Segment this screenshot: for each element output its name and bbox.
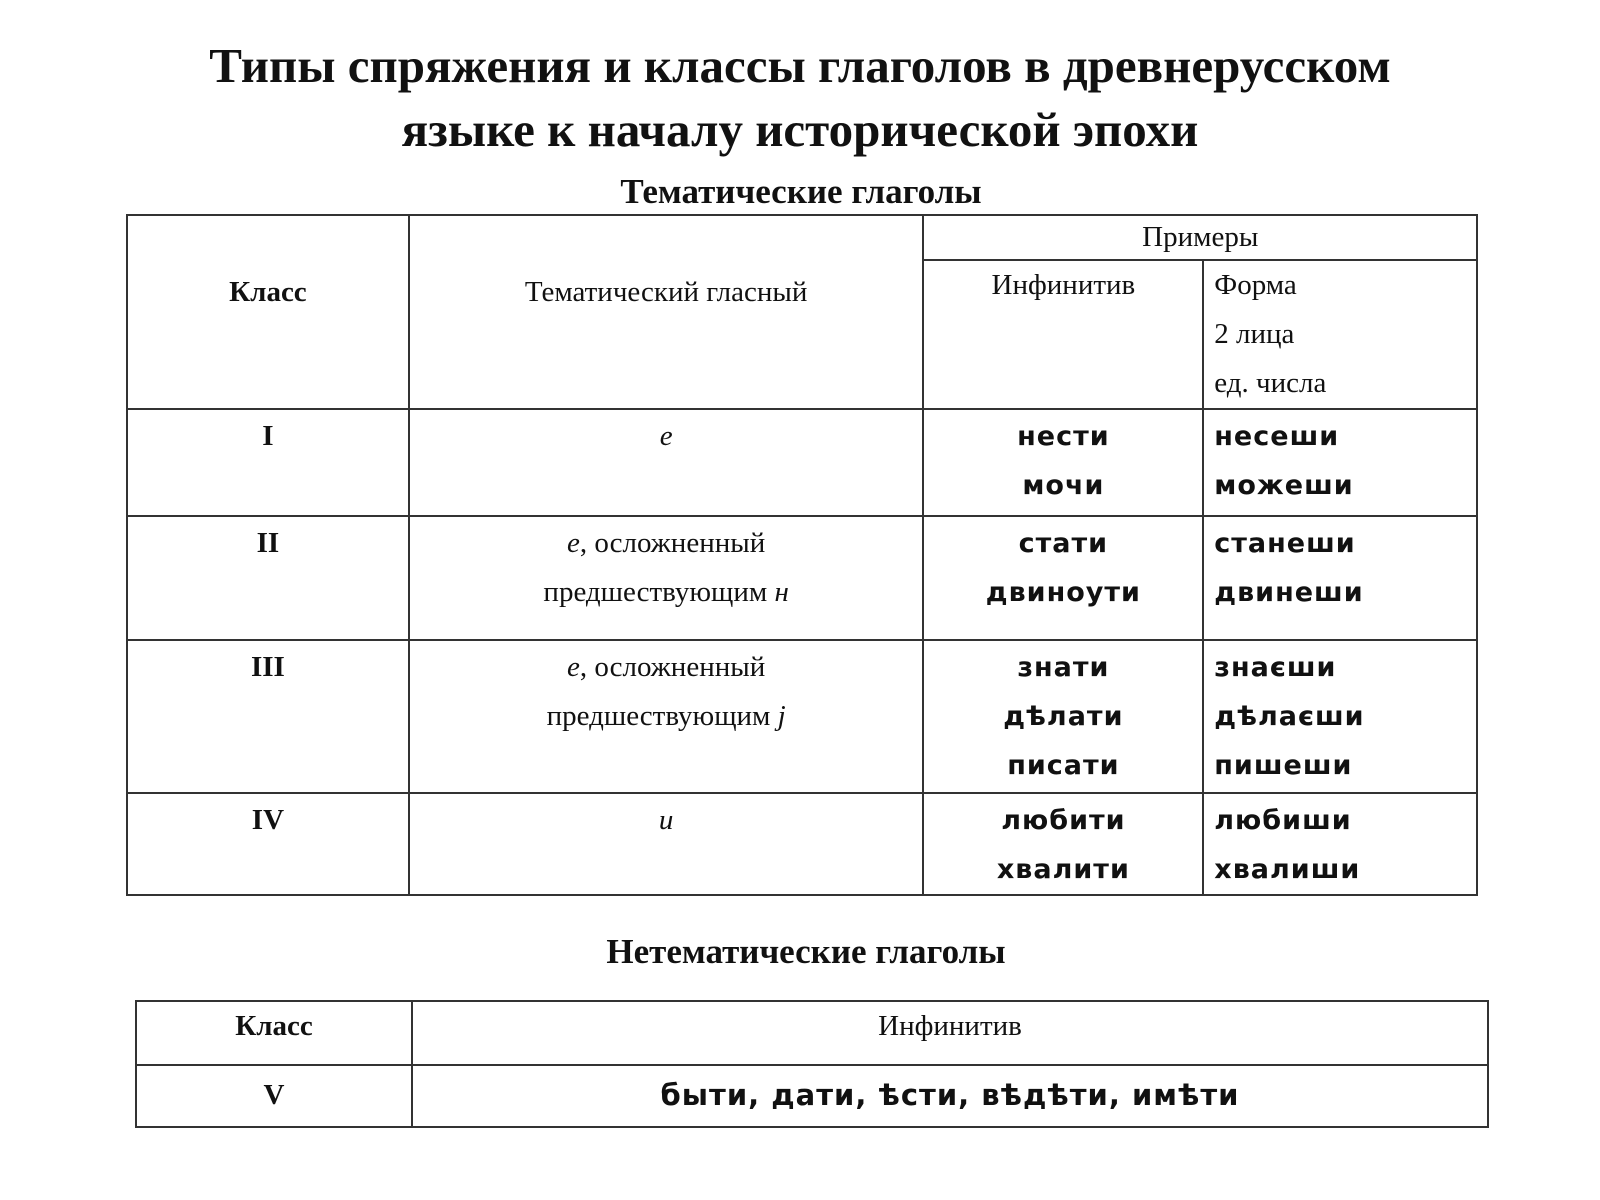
header-form-line: Форма <box>1214 269 1297 301</box>
infinitive-example: стати <box>1018 528 1109 559</box>
vowel-text: предшествующим <box>546 700 778 732</box>
athematic-section-title: Нетематические глаголы <box>606 932 1006 971</box>
header-thematic-vowel: Тематический гласный <box>409 215 924 409</box>
thematic-vowel-cell <box>409 793 924 895</box>
vowel-text: , осложненный <box>579 527 766 559</box>
infinitive-example: писати <box>1007 750 1120 781</box>
infinitive-example: двиноути <box>985 577 1141 608</box>
table-row <box>136 1065 1488 1127</box>
thematic-vowel-cell <box>409 516 924 640</box>
form-2sg-example: хвалиши <box>1214 854 1361 885</box>
vowel-letter: е <box>567 651 580 683</box>
vowel-line <box>410 568 923 617</box>
athematic-header-infinitive: Инфинитив <box>412 1001 1488 1065</box>
page-title-line-1: Типы спряжения и классы глаголов в древнерусском <box>209 38 1391 93</box>
athematic-header-class: Класс <box>136 1001 412 1065</box>
vowel-line <box>410 412 923 461</box>
form-2sg-example: любиши <box>1214 805 1352 836</box>
form-2sg-example: станеши <box>1214 528 1356 559</box>
form-2sg-example: можеши <box>1214 470 1354 501</box>
vowel-text: предшествующим <box>543 576 775 608</box>
class-cell: III <box>127 640 409 793</box>
thematic-section-title: Тематические глаголы <box>620 172 982 211</box>
class-cell: V <box>136 1065 412 1127</box>
form-2sg-cell <box>1203 793 1477 895</box>
page-title <box>100 34 1500 162</box>
infinitive-example: нести <box>1017 421 1110 452</box>
header-class: Класс <box>127 215 409 409</box>
class-cell: IV <box>127 793 409 895</box>
table-row <box>127 793 1477 895</box>
vowel-letter: j <box>777 700 786 732</box>
vowel-line <box>410 796 923 845</box>
header-form-2sg <box>1203 260 1477 409</box>
class-cell: I <box>127 409 409 516</box>
page-title-line-2: языке к началу исторической эпохи <box>401 102 1199 157</box>
thematic-vowel-cell <box>409 409 924 516</box>
form-2sg-example: знаєши <box>1214 652 1337 683</box>
table-row <box>127 640 1477 793</box>
infinitive-example: любити <box>1001 805 1126 836</box>
thematic-verbs-table <box>126 214 1478 896</box>
class-cell: II <box>127 516 409 640</box>
infinitive-cell <box>923 793 1203 895</box>
header-form-line: 2 лица <box>1214 318 1295 350</box>
vowel-letter: н <box>774 576 789 608</box>
vowel-letter: е <box>659 420 673 452</box>
form-2sg-example: дѣлаєши <box>1214 701 1365 732</box>
vowel-letter: е <box>567 527 580 559</box>
table-row <box>127 516 1477 640</box>
infinitive-example: знати <box>1017 652 1110 683</box>
vowel-text: , осложненный <box>579 651 766 683</box>
athematic-examples-cell: быти, дати, ѣсти, вѣдѣти, имѣти <box>412 1065 1488 1127</box>
infinitive-example: мочи <box>1022 470 1105 501</box>
infinitive-example: хвалити <box>996 854 1130 885</box>
form-2sg-example: двинеши <box>1214 577 1364 608</box>
infinitive-cell <box>923 516 1203 640</box>
header-infinitive: Инфинитив <box>923 260 1203 409</box>
form-2sg-cell <box>1203 516 1477 640</box>
form-2sg-example: несеши <box>1214 421 1340 452</box>
form-2sg-cell <box>1203 409 1477 516</box>
infinitive-cell <box>923 640 1203 793</box>
vowel-line <box>410 643 923 692</box>
header-form-line: ед. числа <box>1214 367 1327 399</box>
table-row <box>127 409 1477 516</box>
vowel-line <box>410 519 923 568</box>
form-2sg-example: пишеши <box>1214 750 1353 781</box>
form-2sg-cell <box>1203 640 1477 793</box>
infinitive-example: дѣлати <box>1003 701 1124 732</box>
thematic-vowel-cell <box>409 640 924 793</box>
infinitive-cell <box>923 409 1203 516</box>
header-examples: Примеры <box>923 215 1477 260</box>
vowel-letter: и <box>658 804 674 836</box>
athematic-verbs-table <box>135 1000 1489 1128</box>
vowel-line <box>410 692 923 741</box>
